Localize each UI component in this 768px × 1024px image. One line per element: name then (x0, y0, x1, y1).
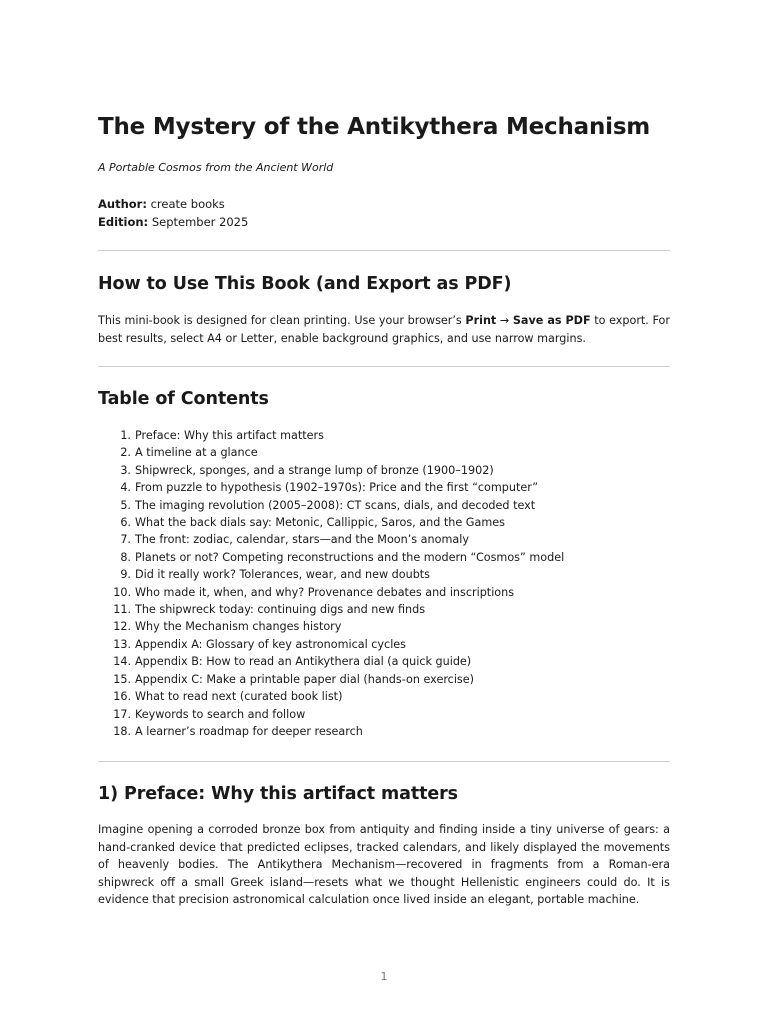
arrow-glyph: → (496, 314, 513, 327)
toc-item (98, 566, 564, 583)
toc-item-number: 16. (113, 690, 131, 704)
toc-item-number: 2. (120, 446, 131, 460)
toc-item (98, 618, 564, 635)
how-to-paragraph (98, 312, 670, 347)
toc-item-number: 9. (120, 568, 131, 582)
toc-item-label: What to read next (curated book list) (135, 690, 343, 704)
toc-item-label: Who made it, when, and why? Provenance debates and inscriptions (135, 585, 515, 599)
how-to-text-end: to export. For best results, select A4 or Letter, enable background graphics, and use narrow margins. (98, 314, 670, 345)
toc-item-label: What the back dials say: Metonic, Callippic, Saros, and the Games (135, 516, 505, 530)
toc-item-number: 18. (113, 724, 131, 738)
toc-item (98, 514, 564, 531)
save-as-pdf-keyword: Save as PDF (512, 314, 591, 327)
toc-item (98, 653, 564, 670)
print-keyword: Print (465, 314, 497, 327)
author-line (98, 196, 225, 212)
toc-item (98, 584, 564, 601)
toc-item-label: Appendix B: How to read an Antikythera dial (a quick guide) (135, 655, 472, 669)
toc-item-number: 10. (113, 585, 131, 599)
toc-item-label: Appendix C: Make a printable paper dial (hands-on exercise) (135, 672, 475, 686)
toc-item-label: Appendix A: Glossary of key astronomical cycles (135, 637, 407, 651)
toc-item-label: The front: zodiac, calendar, stars—and the Moon’s anomaly (135, 533, 469, 547)
section-heading-toc: Table of Contents (98, 389, 269, 409)
divider (98, 366, 670, 367)
toc-item-label: Shipwreck, sponges, and a strange lump of bronze (1900–1902) (135, 463, 494, 477)
toc-item-number: 4. (120, 481, 131, 495)
toc-item (98, 706, 564, 723)
toc-item (98, 462, 564, 479)
toc-item-number: 15. (113, 672, 131, 686)
toc-item-label: Preface: Why this artifact matters (135, 429, 324, 442)
toc-item-label: A timeline at a glance (135, 446, 258, 460)
toc-item-label: Planets or not? Competing reconstructions and the modern “Cosmos” model (135, 550, 565, 564)
toc-item-number: 6. (120, 516, 131, 530)
toc-item (98, 671, 564, 688)
toc-item-number: 1. (120, 429, 131, 442)
page-number: 1 (380, 970, 388, 983)
toc-item-number: 8. (120, 550, 131, 564)
toc-item (98, 427, 564, 444)
toc-item (98, 444, 564, 461)
toc-item-number: 5. (120, 498, 131, 512)
toc-item-label: The shipwreck today: continuing digs and new finds (135, 603, 426, 617)
toc-item-number: 14. (113, 655, 131, 669)
edition-value: September 2025 (151, 215, 249, 229)
toc-item (98, 479, 564, 496)
toc-item-label: From puzzle to hypothesis (1902–1970s): Price and the first “computer” (135, 481, 539, 495)
divider (98, 250, 670, 251)
how-to-text-start: This mini-book is designed for clean printing. Use your browser’s (98, 314, 466, 327)
toc-item-label: Keywords to search and follow (135, 707, 306, 721)
section-heading-preface: 1) Preface: Why this artifact matters (98, 784, 458, 804)
preface-paragraph: Imagine opening a corroded bronze box from antiquity and finding inside a tiny universe of gears: a hand-cranked device that predicted eclipses, tracked calendars, and likely displayed the movements of heavenly bodies. The Antikythera Mechanism—recovered in fragments from a Roman-era shipwreck off a small Greek island—resets what we thought Hellenistic engineers could do. It is evidence that precision astronomical calculation once lived inside an elegant, portable machine. (98, 823, 670, 906)
toc-item-number: 7. (120, 533, 131, 547)
toc-item-label: A learner’s roadmap for deeper research (135, 724, 363, 738)
edition-label: Edition: (98, 215, 149, 229)
toc-item-number: 11. (113, 603, 131, 617)
toc-item (98, 549, 564, 566)
toc-item-label: Why the Mechanism changes history (135, 620, 342, 634)
divider (98, 761, 670, 762)
author-label: Author: (98, 197, 147, 211)
toc-item (98, 531, 564, 548)
section-heading-how-to: How to Use This Book (and Export as PDF) (98, 274, 512, 294)
toc-item (98, 688, 564, 705)
toc-item (98, 636, 564, 653)
edition-line (98, 214, 248, 230)
book-subtitle: A Portable Cosmos from the Ancient World (98, 161, 334, 174)
toc-item (98, 497, 564, 514)
toc-item (98, 601, 564, 618)
toc-item-number: 17. (113, 707, 131, 721)
toc-item-number: 12. (113, 620, 131, 634)
toc-item-label: Did it really work? Tolerances, wear, and new doubts (135, 568, 431, 582)
book-title: The Mystery of the Antikythera Mechanism (98, 114, 651, 140)
author-value: create books (150, 197, 225, 211)
toc-item-number: 3. (120, 463, 131, 477)
toc-item-number: 13. (113, 637, 131, 651)
toc-item (98, 723, 564, 740)
toc-item-label: The imaging revolution (2005–2008): CT scans, dials, and decoded text (135, 498, 536, 512)
table-of-contents (98, 427, 564, 740)
